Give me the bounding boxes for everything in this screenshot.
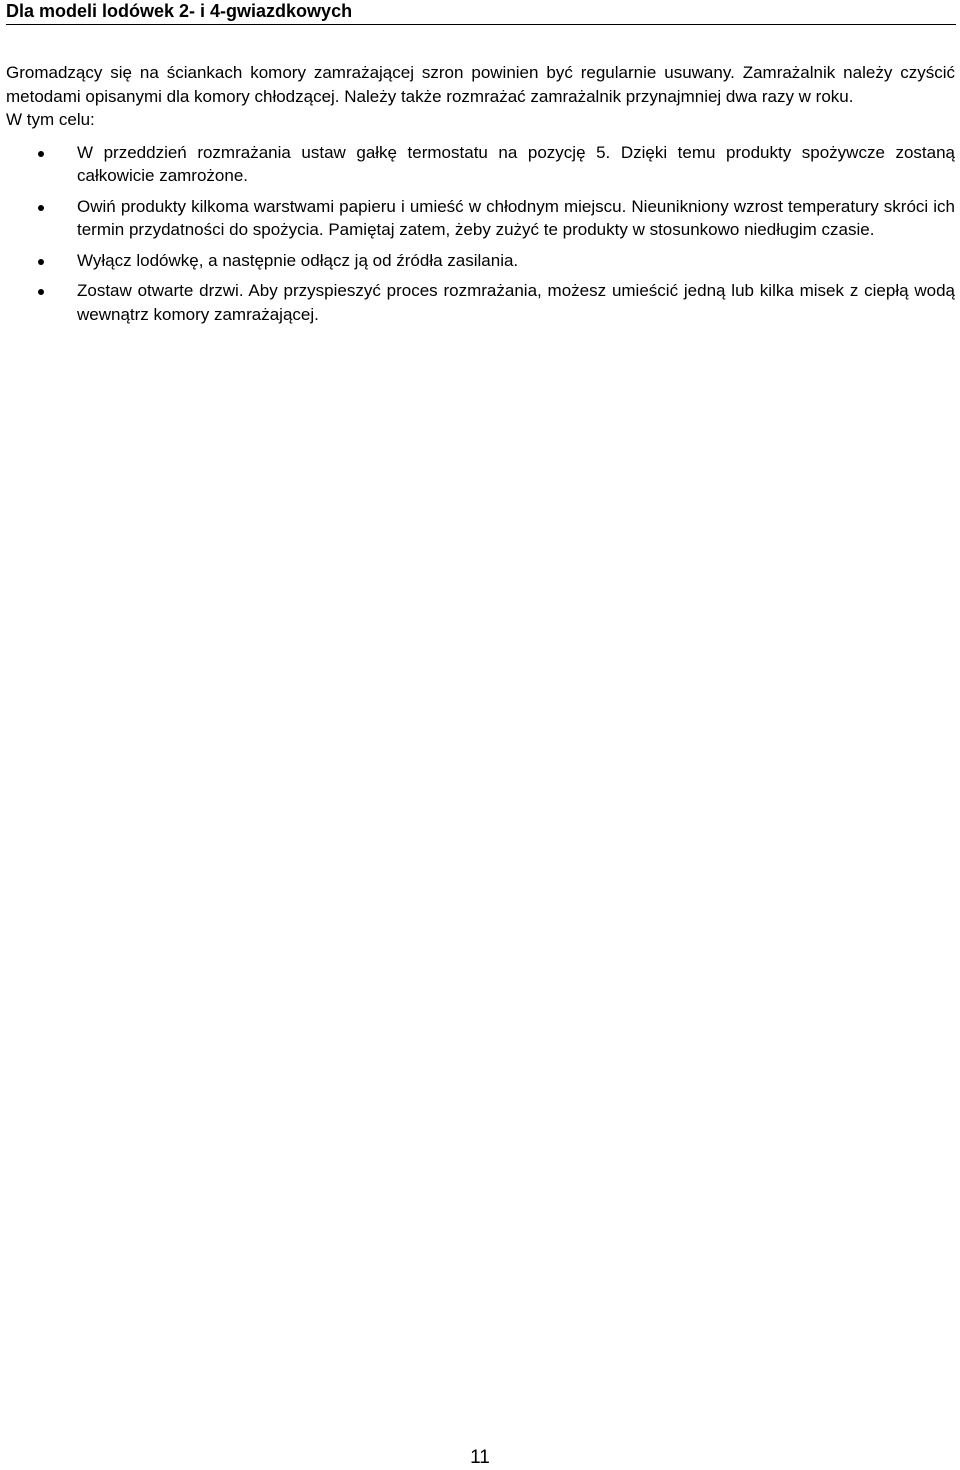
bullet-icon (38, 151, 44, 157)
bullet-icon (38, 205, 44, 211)
lead-in-text: W tym celu: (6, 110, 95, 129)
list-item-text: W przeddzień rozmrażania ustaw gałkę termostatu na pozycję 5. Dzięki temu produkty spożywcze zostaną całkowicie zamrożone. (77, 142, 955, 185)
page-number: 11 (470, 1447, 490, 1468)
list-item-text: Owiń produkty kilkoma warstwami papieru i umieść w chłodnym miejscu. Nieunikniony wzrost temperatury skróci ich termin przydatności do spożycia. Pamiętaj zatem, żeby zużyć te produkty w stosunkowo niedługim czasie. (77, 196, 955, 239)
intro-paragraph: Gromadzący się na ściankach komory zamrażającej szron powinien być regularnie usuwany. Zamrażalnik należy czyścić metodami opisanymi dla komory chłodzącej. Należy także rozmrażać zamrażalnik przynajmniej dwa razy w roku. (6, 63, 955, 106)
list-item (6, 249, 955, 273)
section-heading: Dla modeli lodówek 2- i 4-gwiazdkowych (6, 0, 956, 25)
defrost-steps-list (6, 141, 955, 327)
list-item-text: Zostaw otwarte drzwi. Aby przyspieszyć proces rozmrażania, możesz umieścić jedną lub kilka misek z ciepłą wodą wewnątrz komory zamrażającej. (77, 281, 955, 324)
bullet-icon (38, 289, 44, 295)
bullet-icon (38, 259, 44, 265)
list-item (6, 279, 955, 326)
list-item (6, 141, 955, 188)
main-content (6, 61, 955, 333)
list-item (6, 195, 955, 242)
list-item-text: Wyłącz lodówkę, a następnie odłącz ją od źródła zasilania. (77, 250, 519, 270)
